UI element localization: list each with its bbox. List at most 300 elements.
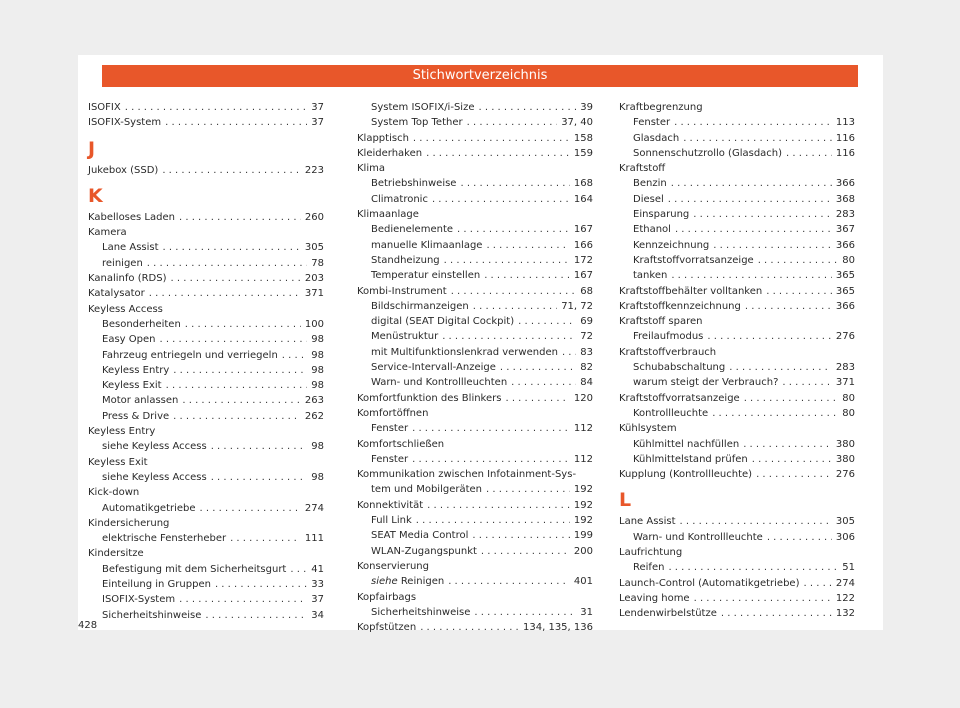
index-subentry: [357, 176, 593, 191]
dot-leader: [786, 146, 832, 161]
dot-leader: [481, 544, 570, 559]
entry-label: reinigen: [102, 257, 143, 269]
index-entry: [619, 467, 855, 482]
index-subentry: [357, 329, 593, 344]
dot-leader: [282, 348, 307, 363]
entry-page-number: 223: [304, 164, 324, 176]
index-subentry: [619, 452, 855, 467]
index-group-heading: Kindersicherung: [88, 517, 170, 529]
index-subentry: [88, 470, 324, 485]
index-group-heading: Kamera: [88, 227, 127, 239]
dot-leader: [671, 176, 832, 191]
dot-leader: [200, 501, 301, 516]
dot-leader: [713, 238, 832, 253]
index-entry: [88, 210, 324, 225]
entry-label: Diesel: [633, 193, 664, 205]
entry-label: elektrische Fensterheber: [102, 533, 227, 545]
index-entry: [619, 391, 855, 406]
dot-leader: [215, 577, 307, 592]
entry-page-number: 41: [311, 563, 324, 575]
entry-page-number: 159: [573, 147, 593, 159]
entry-page-number: 366: [835, 300, 855, 312]
entry-page-number: 80: [842, 254, 855, 266]
dot-leader: [448, 574, 570, 589]
index-column-3: [619, 100, 855, 622]
entry-page-number: 98: [311, 334, 324, 346]
dot-leader: [486, 482, 570, 497]
dot-leader: [416, 513, 570, 528]
index-entry: [88, 286, 324, 301]
dot-leader: [290, 562, 307, 577]
entry-page-number: 33: [311, 579, 324, 591]
entry-label: System Top Tether: [371, 117, 463, 129]
dot-leader: [412, 452, 570, 467]
dot-leader: [767, 530, 832, 545]
entry-label: Sicherheitshinweise: [102, 609, 202, 621]
entry-label: Bedienelemente: [371, 224, 454, 236]
dot-leader: [474, 605, 576, 620]
entry-page-number: 158: [573, 132, 593, 144]
index-subentry: [88, 531, 324, 546]
entry-label: Service-Intervall-Anzeige: [371, 362, 496, 374]
dot-leader: [721, 606, 832, 621]
index-column-2: [357, 100, 593, 635]
dot-leader: [500, 360, 576, 375]
entry-label: Keyless Entry: [102, 364, 170, 376]
entry-label: Climatronic: [371, 193, 428, 205]
entry-label: Kanalinfo (RDS): [88, 273, 167, 285]
index-group-heading: Kommunikation zwischen Infotainment-Sys-: [357, 469, 577, 481]
entry-page-number: 172: [573, 254, 593, 266]
entry-page-number: 98: [311, 471, 324, 483]
entry-page-number: 276: [835, 331, 855, 343]
index-subentry: [357, 605, 593, 620]
index-subentry: [619, 437, 855, 452]
index-subentry: [88, 562, 324, 577]
index-subentry: [619, 268, 855, 283]
entry-page-number: 366: [835, 178, 855, 190]
entry-label: Press & Drive: [102, 410, 170, 422]
index-subentry: [619, 192, 855, 207]
index-entry: [619, 514, 855, 529]
entry-label: Kühlmittel nachfüllen: [633, 438, 740, 450]
page-number: 428: [78, 620, 98, 631]
index-entry: [88, 271, 324, 286]
entry-page-number: 51: [842, 562, 855, 574]
entry-page-number: 80: [842, 392, 855, 404]
entry-label: Motor anlassen: [102, 395, 179, 407]
entry-label: Kraftstoffbehälter volltanken: [619, 285, 763, 297]
entry-page-number: 68: [580, 285, 593, 297]
entry-label: tanken: [633, 270, 668, 282]
entry-label: Ethanol: [633, 224, 671, 236]
index-subentry: [357, 482, 593, 497]
dot-leader: [683, 131, 832, 146]
dot-leader: [766, 284, 832, 299]
index-subentry: [357, 222, 593, 237]
entry-page-number: 365: [835, 270, 855, 282]
entry-page-number: 367: [835, 224, 855, 236]
index-group-heading: Kraftstoffverbrauch: [619, 346, 717, 358]
entry-page-number: 80: [842, 407, 855, 419]
dot-leader: [745, 299, 832, 314]
entry-page-number: 134, 135, 136: [523, 622, 593, 634]
entry-label: Full Link: [371, 515, 412, 527]
entry-label: digital (SEAT Digital Cockpit): [371, 316, 515, 328]
index-subentry: [88, 332, 324, 347]
entry-page-number: 366: [835, 239, 855, 251]
index-entry: [88, 100, 324, 115]
entry-page-number: 371: [304, 288, 324, 300]
dot-leader: [413, 131, 570, 146]
dot-leader: [162, 163, 301, 178]
dot-leader: [562, 345, 576, 360]
entry-page-number: 78: [311, 257, 324, 269]
index-group-heading: Komfortschließen: [357, 438, 445, 450]
entry-label: [371, 574, 444, 589]
entry-prefix: siehe: [371, 576, 401, 588]
index-group-heading: Keyless Entry: [88, 426, 156, 438]
dot-leader: [444, 253, 570, 268]
index-subentry: [88, 439, 324, 454]
entry-page-number: 112: [573, 423, 593, 435]
entry-page-number: 84: [580, 377, 593, 389]
entry-page-number: 199: [573, 530, 593, 542]
entry-label: siehe Keyless Access: [102, 441, 207, 453]
entry-page-number: 37, 40: [561, 117, 593, 129]
entry-page-number: 37: [311, 117, 324, 129]
entry-page-number: 113: [835, 117, 855, 129]
dot-leader: [756, 467, 832, 482]
index-subentry: [357, 192, 593, 207]
entry-label: Standheizung: [371, 254, 440, 266]
index-subentry: [619, 375, 855, 390]
index-entry: [357, 284, 593, 299]
index-subentry: [357, 360, 593, 375]
dot-leader: [680, 514, 832, 529]
entry-label: Befestigung mit dem Sicherheitsgurt: [102, 563, 287, 575]
entry-page-number: 98: [311, 364, 324, 376]
entry-page-number: 37: [311, 594, 324, 606]
index-group-heading: Laufrichtung: [619, 547, 683, 559]
dot-leader: [166, 378, 308, 393]
entry-page-number: 31: [580, 606, 593, 618]
dot-leader: [125, 100, 308, 115]
entry-label: siehe Keyless Access: [102, 471, 207, 483]
dot-leader: [149, 286, 301, 301]
dot-leader: [467, 115, 558, 130]
index-column-1: [88, 100, 324, 623]
entry-page-number: 39: [580, 102, 593, 113]
entry-page-number: 132: [835, 608, 855, 620]
entry-page-number: 262: [304, 410, 324, 422]
dot-leader: [693, 207, 832, 222]
entry-page-number: 168: [573, 178, 593, 190]
entry-text: Reinigen: [400, 576, 445, 588]
entry-label: Kleiderhaken: [357, 147, 423, 159]
dot-leader: [432, 192, 570, 207]
entry-page-number: 83: [580, 346, 593, 358]
dot-leader: [211, 470, 308, 485]
dot-leader: [230, 531, 301, 546]
dot-leader: [179, 592, 307, 607]
index-entry: [357, 620, 593, 635]
index-subentry: [88, 363, 324, 378]
dot-leader: [668, 192, 832, 207]
index-subentry: [88, 577, 324, 592]
entry-page-number: 82: [580, 362, 593, 374]
index-subentry: [357, 345, 593, 360]
index-subentry: [88, 393, 324, 408]
index-group-heading: Klima: [357, 163, 385, 175]
dot-leader: [472, 528, 570, 543]
entry-page-number: 192: [573, 499, 593, 511]
entry-label: Besonderheiten: [102, 318, 181, 330]
dot-leader: [675, 222, 832, 237]
entry-label: Kraftstoffvorratsanzeige: [619, 392, 740, 404]
entry-label: Einteilung in Gruppen: [102, 579, 211, 591]
entry-label: warum steigt der Verbrauch?: [633, 377, 779, 389]
index-subentry: [619, 560, 855, 575]
entry-label: Automatikgetriebe: [102, 502, 196, 514]
dot-leader: [457, 222, 570, 237]
entry-label: Komfortfunktion des Blinkers: [357, 392, 502, 404]
index-subentry: [357, 100, 593, 115]
entry-page-number: 274: [304, 502, 324, 514]
entry-label: ISOFIX: [88, 102, 121, 113]
entry-label: Einsparung: [633, 209, 690, 221]
entry-label: Warn- und Kontrollleuchte: [633, 531, 763, 543]
index-subentry: [88, 409, 324, 424]
index-subentry: [619, 253, 855, 268]
entry-label: Jukebox (SSD): [88, 164, 159, 176]
entry-label: manuelle Klimaanlage: [371, 239, 483, 251]
index-group-heading: Keyless Exit: [88, 456, 148, 468]
index-subentry: [357, 421, 593, 436]
dot-leader: [205, 608, 307, 623]
entry-page-number: 263: [304, 395, 324, 407]
dot-leader: [159, 332, 307, 347]
dot-leader: [782, 375, 832, 390]
dot-leader: [211, 439, 308, 454]
entry-page-number: 371: [835, 377, 855, 389]
index-entry: [357, 146, 593, 161]
entry-label: Keyless Exit: [102, 380, 162, 392]
entry-page-number: 380: [835, 453, 855, 465]
index-subentry: [619, 146, 855, 161]
entry-page-number: 305: [835, 516, 855, 528]
entry-label: Fahrzeug entriegeln und verriegeln: [102, 349, 278, 361]
dot-leader: [147, 256, 307, 271]
index-subentry: [357, 238, 593, 253]
dot-leader: [668, 560, 838, 575]
entry-page-number: 71, 72: [561, 300, 593, 312]
entry-label: Betriebshinweise: [371, 178, 457, 190]
dot-leader: [426, 146, 570, 161]
entry-label: Kraftstoffkennzeichnung: [619, 300, 741, 312]
entry-page-number: 111: [304, 533, 324, 545]
entry-label: Bildschirmanzeigen: [371, 300, 469, 312]
entry-label: Kopfstützen: [357, 622, 417, 634]
index-subentry: [88, 240, 324, 255]
dot-leader: [752, 452, 832, 467]
index-subentry: [619, 329, 855, 344]
index-group-heading: Kick-down: [88, 487, 140, 499]
entry-label: Katalysator: [88, 288, 145, 300]
entry-page-number: 200: [573, 545, 593, 557]
index-subentry: [88, 256, 324, 271]
index-entry: [88, 163, 324, 178]
entry-label: Kombi-Instrument: [357, 285, 447, 297]
index-subentry: [357, 574, 593, 589]
dot-leader: [171, 271, 301, 286]
index-entry: [619, 591, 855, 606]
index-subentry: [619, 238, 855, 253]
dot-leader: [427, 498, 570, 513]
entry-page-number: 98: [311, 441, 324, 453]
index-subentry: [88, 378, 324, 393]
dot-leader: [163, 240, 301, 255]
dot-leader: [758, 253, 839, 268]
entry-label: Sonnenschutzrollo (Glasdach): [633, 147, 783, 159]
index-subentry: [619, 360, 855, 375]
entry-label: Kraftstoffvorratsanzeige: [633, 254, 754, 266]
section-header: Stichwortverzeichnis: [102, 65, 858, 87]
entry-page-number: 192: [573, 515, 593, 527]
entry-label: Fenster: [371, 423, 409, 435]
entry-page-number: 116: [835, 132, 855, 144]
index-entry: [357, 131, 593, 146]
entry-page-number: 401: [573, 576, 593, 588]
entry-page-number: 98: [311, 349, 324, 361]
entry-page-number: 368: [835, 193, 855, 205]
index-entry: [88, 115, 324, 130]
dot-leader: [743, 437, 832, 452]
index-subentry: [619, 530, 855, 545]
dot-leader: [694, 591, 832, 606]
dot-leader: [744, 391, 839, 406]
index-group-heading: Kühlsystem: [619, 423, 677, 435]
entry-label: Temperatur einstellen: [371, 270, 481, 282]
entry-page-number: 120: [573, 392, 593, 404]
entry-label: Launch-Control (Automatikgetriebe): [619, 577, 800, 589]
entry-page-number: 203: [304, 273, 324, 285]
dot-leader: [486, 238, 569, 253]
index-subentry: [619, 131, 855, 146]
index-subentry: [357, 375, 593, 390]
index-subentry: [619, 176, 855, 191]
index-subentry: [357, 314, 593, 329]
index-subentry: [619, 406, 855, 421]
index-subentry: [619, 207, 855, 222]
entry-label: tem und Mobilgeräten: [371, 484, 482, 496]
dot-leader: [179, 210, 301, 225]
entry-page-number: 305: [304, 242, 324, 254]
dot-leader: [173, 409, 301, 424]
dot-leader: [182, 393, 301, 408]
index-entry: [619, 606, 855, 621]
entry-label: Kupplung (Kontrollleuchte): [619, 469, 753, 481]
index-group-heading: Kraftstoff: [619, 163, 666, 175]
index-subentry: [88, 608, 324, 623]
entry-page-number: 37: [311, 102, 324, 113]
entry-label: ISOFIX-System: [102, 594, 176, 606]
index-subentry: [357, 253, 593, 268]
entry-page-number: 283: [835, 209, 855, 221]
dot-leader: [707, 329, 832, 344]
dot-leader: [729, 360, 832, 375]
entry-page-number: 98: [311, 380, 324, 392]
dot-leader: [671, 268, 832, 283]
index-subentry: [88, 501, 324, 516]
entry-page-number: 192: [573, 484, 593, 496]
index-subentry: [619, 222, 855, 237]
entry-label: Freilaufmodus: [633, 331, 704, 343]
index-entry: [619, 284, 855, 299]
entry-page-number: 365: [835, 285, 855, 297]
entry-label: Lane Assist: [102, 242, 159, 254]
entry-label: Kennzeichnung: [633, 239, 710, 251]
dot-leader: [420, 620, 519, 635]
dot-leader: [804, 576, 832, 591]
entry-page-number: 34: [311, 609, 324, 621]
index-group-heading: Kopfairbags: [357, 591, 417, 603]
entry-page-number: 306: [835, 531, 855, 543]
entry-page-number: 116: [835, 147, 855, 159]
entry-page-number: 166: [573, 239, 593, 251]
entry-label: System ISOFIX/i-Size: [371, 102, 475, 113]
dot-leader: [412, 421, 570, 436]
index-subentry: [357, 513, 593, 528]
entry-label: Easy Open: [102, 334, 156, 346]
entry-page-number: 167: [573, 270, 593, 282]
index-subentry: [357, 115, 593, 130]
index-entry: [619, 299, 855, 314]
entry-label: Kabelloses Laden: [88, 211, 175, 223]
entry-label: Lendenwirbelstütze: [619, 608, 717, 620]
dot-leader: [473, 299, 557, 314]
dot-leader: [451, 284, 577, 299]
entry-label: WLAN-Zugangspunkt: [371, 545, 477, 557]
entry-page-number: 72: [580, 331, 593, 343]
dot-leader: [484, 268, 570, 283]
dot-leader: [173, 363, 307, 378]
dot-leader: [185, 317, 301, 332]
index-subentry: [357, 452, 593, 467]
index-subentry: [619, 115, 855, 130]
index-letter-heading: L: [619, 489, 632, 512]
entry-label: Glasdach: [633, 132, 680, 144]
index-entry: [357, 391, 593, 406]
entry-label: Fenster: [371, 453, 409, 465]
index-entry: [619, 576, 855, 591]
index-subentry: [88, 317, 324, 332]
index-group-heading: Kraftstoff sparen: [619, 316, 703, 328]
index-subentry: [357, 299, 593, 314]
entry-label: Kontrollleuchte: [633, 407, 709, 419]
index-group-heading: Konservierung: [357, 560, 429, 572]
entry-page-number: 380: [835, 438, 855, 450]
entry-label: Fenster: [633, 117, 671, 129]
entry-label: ISOFIX-System: [88, 117, 162, 129]
entry-page-number: 122: [835, 592, 855, 604]
dot-leader: [674, 115, 832, 130]
index-group-heading: Kindersitze: [88, 548, 144, 560]
entry-label: Lane Assist: [619, 516, 676, 528]
entry-page-number: 274: [835, 577, 855, 589]
index-letter-heading: K: [88, 184, 103, 207]
entry-label: Menüstruktur: [371, 331, 439, 343]
